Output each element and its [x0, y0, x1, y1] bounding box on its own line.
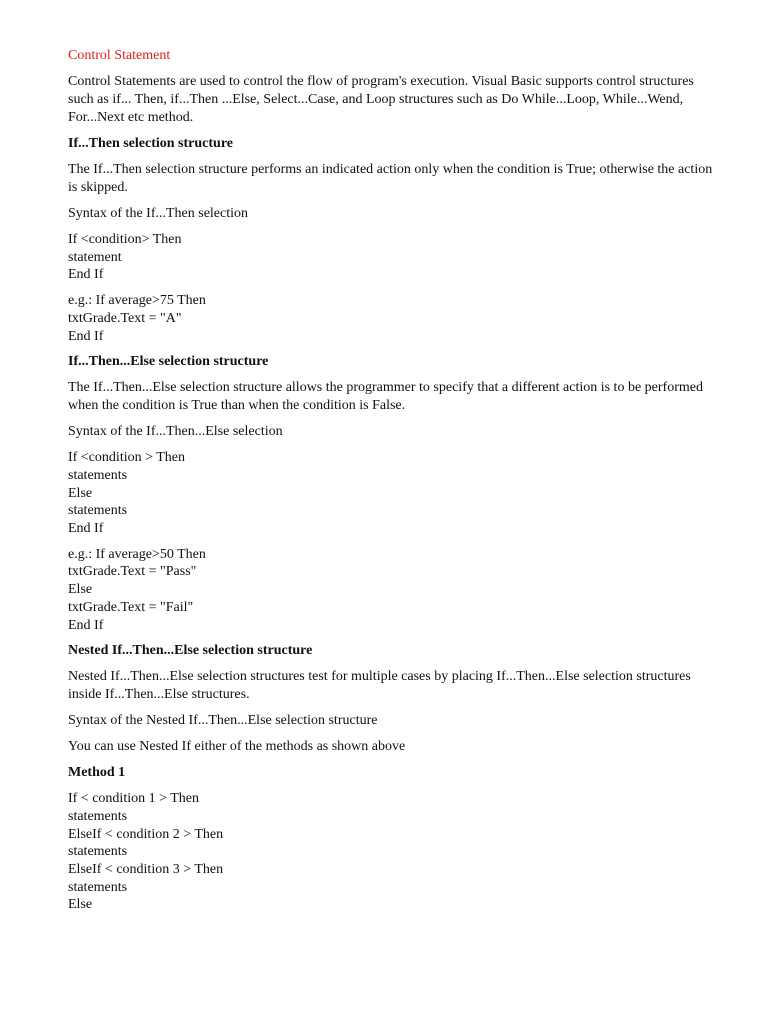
section-heading-if-then: If...Then selection structure — [68, 136, 233, 151]
example-block-if-then — [68, 292, 718, 345]
method-1-block — [68, 790, 718, 914]
syntax-label-if-then-else: Syntax of the If...Then...Else selection — [68, 424, 283, 440]
intro-paragraph: Control Statements are used to control the flow of program's execution. Visual Basic supports control structures such as if... Then, if...Then ...Else, Select...Case, and Loop structures such as Do While...Loop, While...Wend, For...Next etc method. — [68, 74, 694, 125]
code-line: Else — [68, 582, 93, 598]
code-line: Else — [68, 897, 93, 913]
section-heading-if-then-else: If...Then...Else selection structure — [68, 354, 269, 370]
code-line: End If — [68, 267, 104, 283]
example-block-if-then-else — [68, 546, 718, 635]
code-line: End If — [68, 521, 104, 537]
syntax-label-nested: Syntax of the Nested If...Then...Else selection structure — [68, 713, 378, 729]
section-desc-nested: Nested If...Then...Else selection structures test for multiple cases by placing If...Then...Else selection structures inside If...Then...Else structures. — [68, 669, 691, 703]
code-line: ElseIf < condition 3 > Then — [68, 862, 224, 878]
syntax-block-if-then — [68, 231, 718, 284]
method-heading: Method 1 — [68, 765, 126, 781]
code-line: e.g.: If average>50 Then — [68, 546, 206, 562]
code-line: If < condition 1 > Then — [68, 791, 200, 807]
code-line: statements — [68, 808, 128, 824]
section-desc-if-then-else: The If...Then...Else selection structure allows the programmer to specify that a different action is to be performed when the condition is True than when the condition is False. — [68, 380, 703, 414]
code-line: txtGrade.Text = "A" — [68, 310, 182, 326]
code-line: statements — [68, 879, 128, 895]
document-page — [68, 47, 718, 922]
code-line: statement — [68, 249, 122, 265]
section-heading-nested: Nested If...Then...Else selection structure — [68, 643, 313, 659]
code-line: ElseIf < condition 2 > Then — [68, 826, 224, 842]
code-line: statements — [68, 844, 128, 860]
code-line: If <condition> Then — [68, 232, 182, 247]
code-line: statements — [68, 503, 128, 519]
nested-note: You can use Nested If either of the methods as shown above — [68, 739, 406, 755]
code-line: If <condition > Then — [68, 450, 186, 466]
code-line: e.g.: If average>75 Then — [68, 293, 206, 309]
code-line: Else — [68, 485, 93, 501]
code-line: End If — [68, 617, 104, 633]
code-line: txtGrade.Text = "Pass" — [68, 564, 197, 580]
code-line: txtGrade.Text = "Fail" — [68, 599, 194, 615]
document-title: Control Statement — [68, 48, 171, 63]
code-line: statements — [68, 467, 128, 483]
syntax-block-if-then-else — [68, 449, 718, 538]
section-desc-if-then: The If...Then selection structure performs an indicated action only when the condition is True; otherwise the action is skipped. — [68, 162, 713, 195]
syntax-label-if-then: Syntax of the If...Then selection — [68, 206, 249, 221]
code-line: End If — [68, 328, 104, 344]
